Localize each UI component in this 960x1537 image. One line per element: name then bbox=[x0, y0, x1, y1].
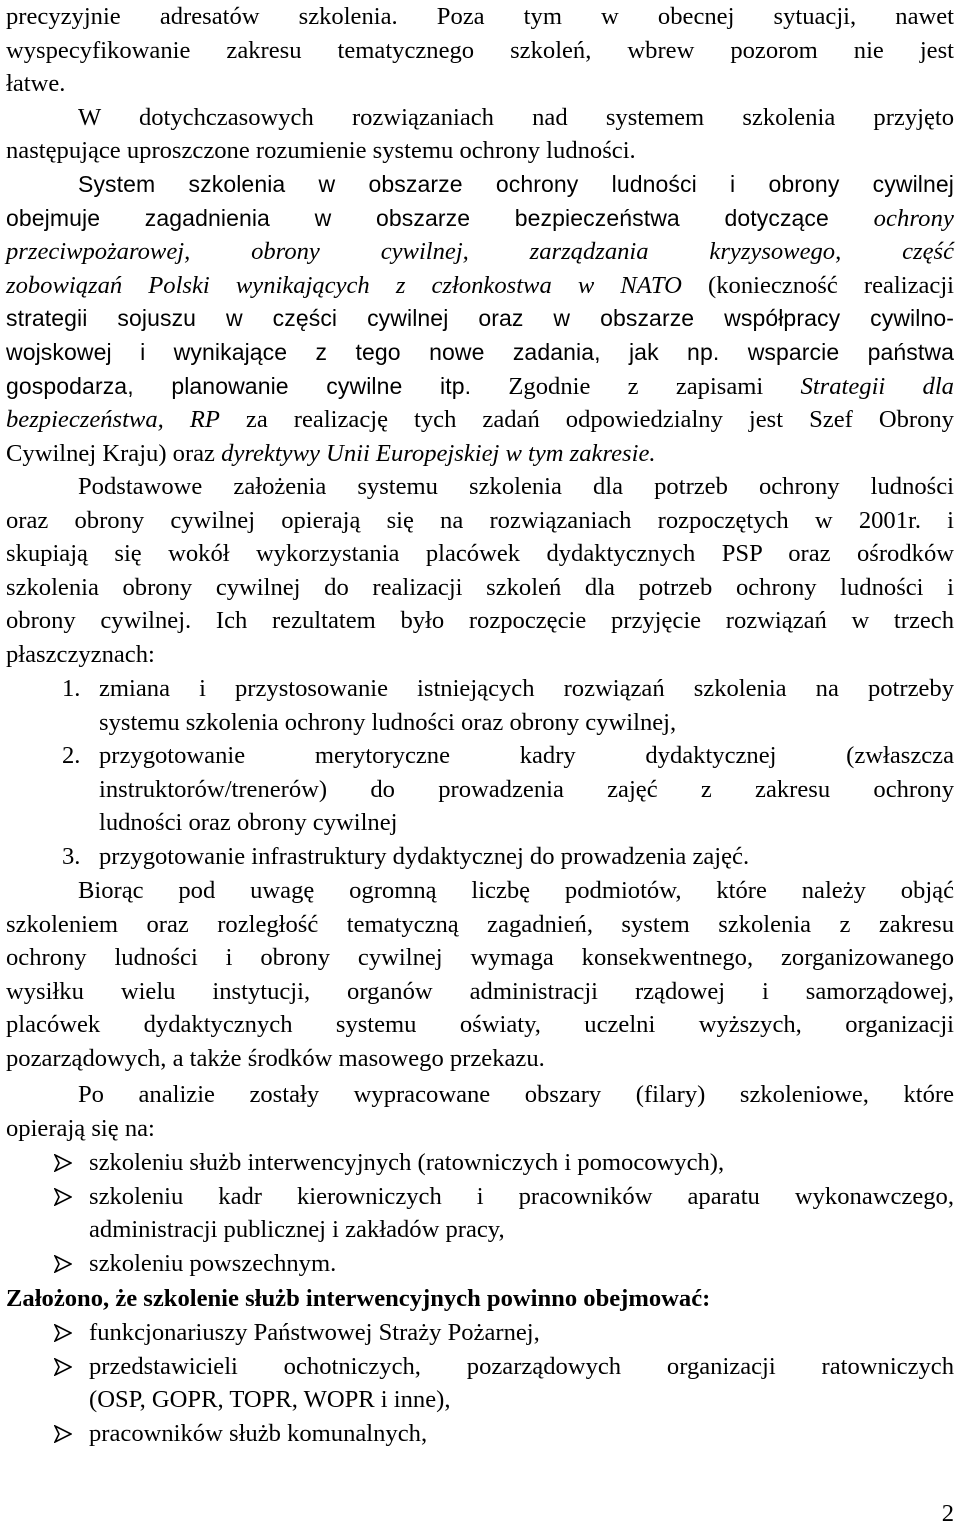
heading-text: Założono, że szkolenie służb interwencyjnych powinno obejmować: bbox=[6, 1285, 711, 1312]
arrowhead-bullet-icon bbox=[54, 1188, 72, 1206]
text-segment-italic: dyrektywy Unii Europejskiej w tym zakresie. bbox=[221, 439, 656, 467]
text-line: szkoleniu służb interwencyjnych (ratowniczych i pomocowych), bbox=[89, 1149, 725, 1176]
page-number: 2 bbox=[941, 1500, 954, 1527]
text-segment-italic: ochrony bbox=[873, 204, 954, 232]
text-line: szkoleniem oraz rozległość tematyczną zagadnień, system szkolenia z zakresu bbox=[6, 910, 954, 938]
text-line: pozarządowych, a także środków masowego przekazu. bbox=[6, 1044, 545, 1072]
text-line: przedstawicieli ochotniczych, pozarządowych organizacji ratowniczych bbox=[89, 1352, 954, 1380]
list-item bbox=[6, 1146, 954, 1180]
list-item bbox=[6, 840, 954, 874]
text-line: obrony cywilnej. Ich rezultatem było rozpoczęcie przyjęcie rozwiązań w trzech bbox=[6, 607, 954, 635]
text-line: płaszczyznach: bbox=[6, 640, 155, 668]
list-item bbox=[6, 1180, 954, 1247]
text-line bbox=[6, 202, 954, 236]
text-line: przygotowanie merytoryczne kadry dydaktycznej (zwłaszcza bbox=[99, 742, 954, 770]
section-heading bbox=[6, 1282, 954, 1316]
text-line: administracji publicznej i zakładów pracy, bbox=[89, 1216, 505, 1244]
text-line: Podstawowe założenia systemu szkolenia dla potrzeb ochrony ludności bbox=[78, 473, 954, 500]
arrowhead-bullet-icon bbox=[54, 1358, 72, 1376]
text-line: przygotowanie infrastruktury dydaktycznej do prowadzenia zajęć. bbox=[99, 842, 750, 870]
text-segment: Cywilnej Kraju) oraz bbox=[6, 439, 215, 467]
text-line: strategii sojuszu w części cywilnej oraz w obszarze współpracy cywilno- bbox=[6, 305, 954, 332]
text-line bbox=[6, 403, 954, 437]
text-line: zmiana i przystosowanie istniejących rozwiązań szkolenia na potrzeby bbox=[99, 675, 954, 702]
text-line: szkolenia obrony cywilnej do realizacji szkoleń dla potrzeb ochrony ludności i bbox=[6, 573, 954, 601]
text-line bbox=[6, 269, 954, 303]
arrowhead-bullet-icon bbox=[54, 1425, 72, 1443]
text-line: (OSP, GOPR, TOPR, WOPR i inne), bbox=[89, 1386, 451, 1414]
list-item bbox=[6, 1350, 954, 1417]
text-segment: za realizację tych zadań odpowiedzialny jest Szef Obrony bbox=[245, 406, 954, 434]
list-item bbox=[6, 672, 954, 739]
text-line: Biorąc pod uwagę ogromną liczbę podmiotów, które należy objąć bbox=[78, 877, 954, 904]
text-segment-italic: Strategii dla bbox=[800, 372, 954, 400]
text-line bbox=[6, 370, 954, 404]
list-item bbox=[6, 739, 954, 840]
sluzby-list bbox=[6, 1316, 954, 1450]
arrowhead-bullet-icon bbox=[54, 1154, 72, 1172]
list-number: 2. bbox=[62, 742, 81, 770]
text-line: pracowników służb komunalnych, bbox=[89, 1419, 428, 1447]
arrowhead-bullet-icon bbox=[54, 1255, 72, 1273]
text-line: łatwe. bbox=[6, 70, 66, 98]
list-item bbox=[6, 1316, 954, 1350]
list-number: 1. bbox=[62, 675, 81, 702]
list-number: 3. bbox=[62, 842, 81, 870]
text-line: opierają się na: bbox=[6, 1114, 155, 1142]
text-line: systemu szkolenia ochrony ludności oraz obrony cywilnej, bbox=[99, 708, 677, 736]
text-line: skupiają się wokół wykorzystania placówek dydaktycznych PSP oraz ośrodków bbox=[6, 540, 954, 568]
text-line: oraz obrony cywilnej opierają się na rozwiązaniach rozpoczętych w 2001r. i bbox=[6, 506, 954, 534]
text-line: System szkolenia w obszarze ochrony ludności i obrony cywilnej bbox=[78, 171, 954, 197]
text-line: wyspecyfikowanie zakresu tematycznego szkoleń, wbrew pozorom nie jest bbox=[6, 36, 954, 64]
list-item bbox=[6, 1247, 954, 1281]
text-line: Po analizie zostały wypracowane obszary (filary) szkoleniowe, które bbox=[78, 1081, 954, 1108]
text-line: przeciwpożarowej, obrony cywilnej, zarządzania kryzysowego, część bbox=[6, 238, 954, 266]
text-line: W dotychczasowych rozwiązaniach nad systemem szkolenia przyjęto bbox=[78, 103, 954, 131]
intro-paragraph bbox=[6, 0, 954, 168]
filary-list bbox=[6, 1146, 954, 1280]
numbered-list bbox=[6, 672, 954, 874]
system-paragraph bbox=[6, 168, 954, 470]
text-segment: (konieczność realizacji bbox=[708, 271, 954, 299]
text-line: wysiłku wielu instytucji, organów administracji rządowej i samorządowej, bbox=[6, 977, 954, 1005]
arrowhead-bullet-icon bbox=[54, 1324, 72, 1342]
text-line: wojskowej i wynikające z tego nowe zadania, jak np. wsparcie państwa bbox=[6, 338, 954, 365]
text-line: ochrony ludności i obrony cywilnej wymaga konsekwentnego, zorganizowanego bbox=[6, 944, 954, 972]
text-line: instruktorów/trenerów) do prowadzenia zajęć z zakresu ochrony bbox=[99, 775, 954, 803]
text-line: szkoleniu kadr kierowniczych i pracowników aparatu wykonawczego, bbox=[89, 1182, 954, 1210]
podstawowe-paragraph bbox=[6, 470, 954, 672]
text-segment: Zgodnie z zapisami bbox=[508, 372, 764, 400]
text-segment: gospodarza, planowanie cywilne itp. bbox=[6, 372, 472, 399]
list-item bbox=[6, 1417, 954, 1451]
text-line: następujące uproszczone rozumienie systemu ochrony ludności. bbox=[6, 137, 636, 165]
analiza-paragraph bbox=[6, 1078, 954, 1145]
text-line: szkoleniu powszechnym. bbox=[89, 1249, 337, 1277]
text-line: placówek dydaktycznych systemu oświaty, uczelni wyższych, organizacji bbox=[6, 1011, 954, 1039]
text-line: funkcjonariuszy Państwowej Straży Pożarnej, bbox=[89, 1319, 540, 1346]
text-segment: obejmuje zagadnienia w obszarze bezpieczeństwa dotyczące bbox=[6, 204, 829, 231]
text-line: ludności oraz obrony cywilnej bbox=[99, 809, 398, 837]
text-line bbox=[6, 437, 954, 471]
biorac-paragraph bbox=[6, 874, 954, 1076]
text-segment-italic: bezpieczeństwa, RP bbox=[6, 406, 220, 434]
text-line: precyzyjnie adresatów szkolenia. Poza tym w obecnej sytuacji, nawet bbox=[6, 3, 954, 30]
text-segment-italic: zobowiązań Polski wynikających z członkostwa w NATO bbox=[6, 271, 682, 299]
